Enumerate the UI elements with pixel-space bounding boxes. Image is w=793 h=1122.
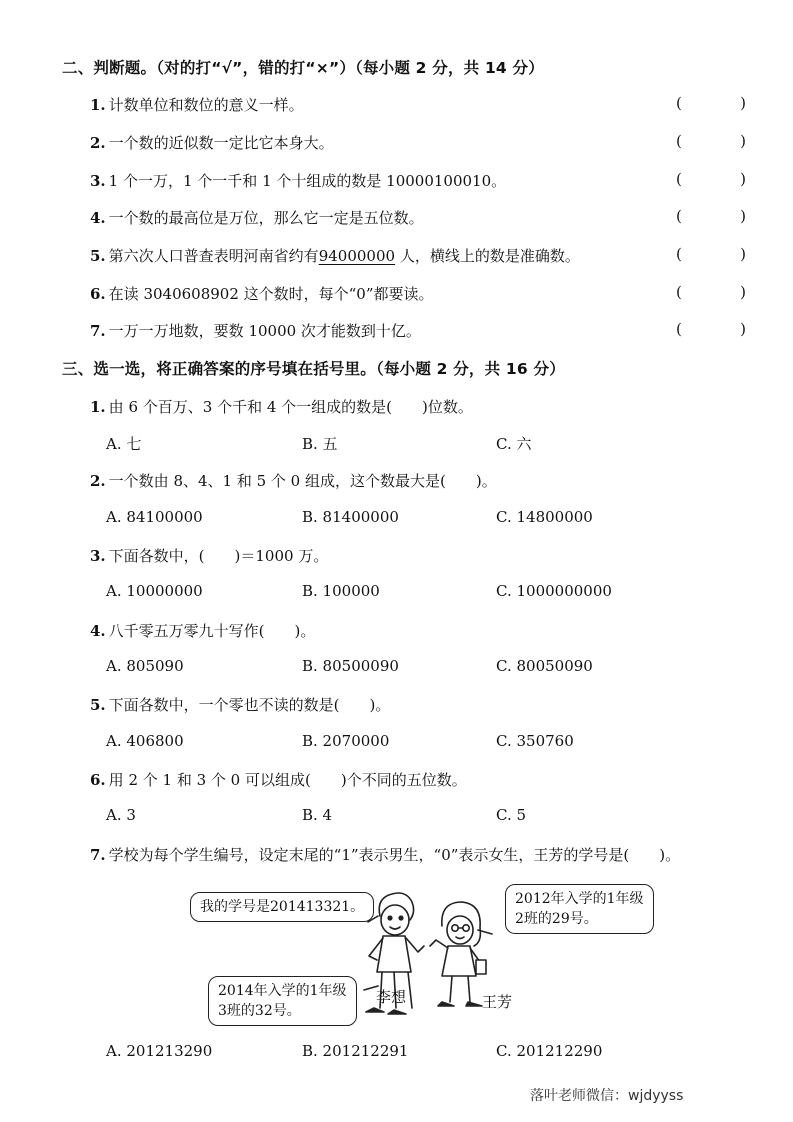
bubble-line: 3班的32号。 [218, 1003, 301, 1019]
answer-paren-3[interactable] [676, 170, 746, 188]
option-c[interactable]: C. 201212290 [496, 1042, 603, 1060]
answer-paren-2[interactable] [676, 132, 746, 150]
question-number: 4. [90, 209, 106, 227]
footer-contact: 落叶老师微信：wjdyyss [530, 1088, 684, 1104]
option-a[interactable]: A. 84100000 [106, 508, 203, 526]
question-number: 2. [90, 472, 106, 490]
answer-paren-5[interactable] [676, 245, 746, 263]
option-c[interactable]: C. 14800000 [496, 508, 593, 526]
judge-question-4 [90, 207, 424, 228]
question-number: 5. [90, 247, 106, 265]
section-2-title: 二、判断题。（对的打“√”，错的打“×”）（每小题 2 分，共 14 分） [62, 59, 544, 77]
question-number: 6. [90, 285, 106, 303]
option-a[interactable]: A. 七 [106, 435, 142, 453]
answer-paren-4[interactable] [676, 207, 746, 225]
paren-open: ( [676, 283, 682, 301]
option-c[interactable]: C. 5 [496, 806, 527, 824]
question-number: 3. [90, 172, 106, 190]
question-text: 一个数的最高位是万位，那么它一定是五位数。 [108, 209, 424, 227]
question-number: 7. [90, 846, 106, 864]
choice-question-7 [90, 844, 680, 865]
choice-question-4 [90, 620, 315, 641]
answer-paren-6[interactable] [676, 283, 746, 301]
speech-bubble-lixiang: 我的学号是201413321。 [190, 892, 374, 922]
option-b[interactable]: B. 80500090 [302, 657, 399, 675]
question-text: 用 2 个 1 和 3 个 0 可以组成( )个不同的五位数。 [108, 771, 467, 789]
choice-question-1 [90, 396, 473, 417]
option-b[interactable]: B. 4 [302, 806, 333, 824]
option-a[interactable]: A. 10000000 [106, 582, 203, 600]
judge-question-3 [90, 170, 506, 191]
question-text: 一万一万地数，要数 10000 次才能数到十亿。 [108, 322, 421, 340]
option-c[interactable]: C. 六 [496, 435, 532, 453]
question-number: 1. [90, 96, 106, 114]
speech-bubble-wangfang [505, 884, 654, 934]
option-c[interactable]: C. 1000000000 [496, 582, 612, 600]
option-c[interactable]: C. 80050090 [496, 657, 593, 675]
question-text: 一个数的近似数一定比它本身大。 [108, 134, 334, 152]
question-text-post: 人，横线上的数是准确数。 [395, 247, 580, 265]
question-text: 八千零五万零九十写作( )。 [108, 622, 316, 640]
choice-question-3 [90, 545, 328, 566]
bubble-line: 2班的29号。 [515, 911, 598, 927]
answer-paren-1[interactable] [676, 94, 746, 112]
name-wangfang: 王芳 [482, 993, 513, 1011]
question-number: 4. [90, 622, 106, 640]
question-text: 一个数由 8、4、1 和 5 个 0 组成，这个数最大是( )。 [108, 472, 497, 490]
question-text: 由 6 个百万、3 个千和 4 个一组成的数是( )位数。 [108, 398, 473, 416]
question-text: 学校为每个学生编号，设定末尾的“1”表示男生，“0”表示女生，王芳的学号是( )。 [108, 846, 681, 864]
option-b[interactable]: B. 五 [302, 435, 338, 453]
paren-open: ( [676, 207, 682, 225]
bubble-line: 2014年入学的1年级 [218, 983, 347, 999]
paren-open: ( [676, 94, 682, 112]
option-a[interactable]: A. 201213290 [106, 1042, 213, 1060]
paren-close: ) [740, 283, 746, 301]
paren-close: ) [740, 170, 746, 188]
judge-question-7 [90, 320, 421, 341]
paren-open: ( [676, 245, 682, 263]
question-number: 1. [90, 398, 106, 416]
option-b[interactable]: B. 201212291 [302, 1042, 409, 1060]
option-c[interactable]: C. 350760 [496, 732, 574, 750]
paren-close: ) [740, 94, 746, 112]
paren-open: ( [676, 132, 682, 150]
option-b[interactable]: B. 2070000 [302, 732, 390, 750]
option-b[interactable]: B. 81400000 [302, 508, 399, 526]
question-text: 下面各数中，( )＝1000 万。 [108, 547, 329, 565]
paren-close: ) [740, 245, 746, 263]
underlined-number: 94000000 [318, 247, 396, 265]
paren-open: ( [676, 320, 682, 338]
paren-close: ) [740, 207, 746, 225]
speech-bubble-hint [208, 976, 357, 1026]
option-a[interactable]: A. 3 [106, 806, 136, 824]
section-3-title: 三、选一选，将正确答案的序号填在括号里。（每小题 2 分，共 16 分） [62, 360, 565, 378]
question-number: 6. [90, 771, 106, 789]
judge-question-1 [90, 94, 304, 115]
question-number: 3. [90, 547, 106, 565]
option-a[interactable]: A. 805090 [106, 657, 184, 675]
question-text: 计数单位和数位的意义一样。 [108, 96, 304, 114]
question-text: 1 个一万，1 个一千和 1 个十组成的数是 10000100010。 [108, 172, 507, 190]
question-number: 5. [90, 696, 106, 714]
option-b[interactable]: B. 100000 [302, 582, 380, 600]
question-text-pre: 第六次人口普查表明河南省约有 [108, 247, 319, 265]
answer-paren-7[interactable] [676, 320, 746, 338]
judge-question-5 [90, 245, 580, 266]
paren-close: ) [740, 132, 746, 150]
judge-question-2 [90, 132, 334, 153]
option-a[interactable]: A. 406800 [106, 732, 184, 750]
student-illustration [180, 876, 670, 1026]
judge-question-6 [90, 283, 434, 304]
choice-question-2 [90, 470, 497, 491]
bubble-line: 2012年入学的1年级 [515, 891, 644, 907]
name-lixiang: 李想 [376, 988, 407, 1006]
choice-question-6 [90, 769, 467, 790]
question-number: 2. [90, 134, 106, 152]
paren-close: ) [740, 320, 746, 338]
choice-question-5 [90, 694, 390, 715]
paren-open: ( [676, 170, 682, 188]
question-text: 在读 3040608902 这个数时，每个“0”都要读。 [108, 285, 434, 303]
question-text: 下面各数中，一个零也不读的数是( )。 [108, 696, 391, 714]
question-number: 7. [90, 322, 106, 340]
